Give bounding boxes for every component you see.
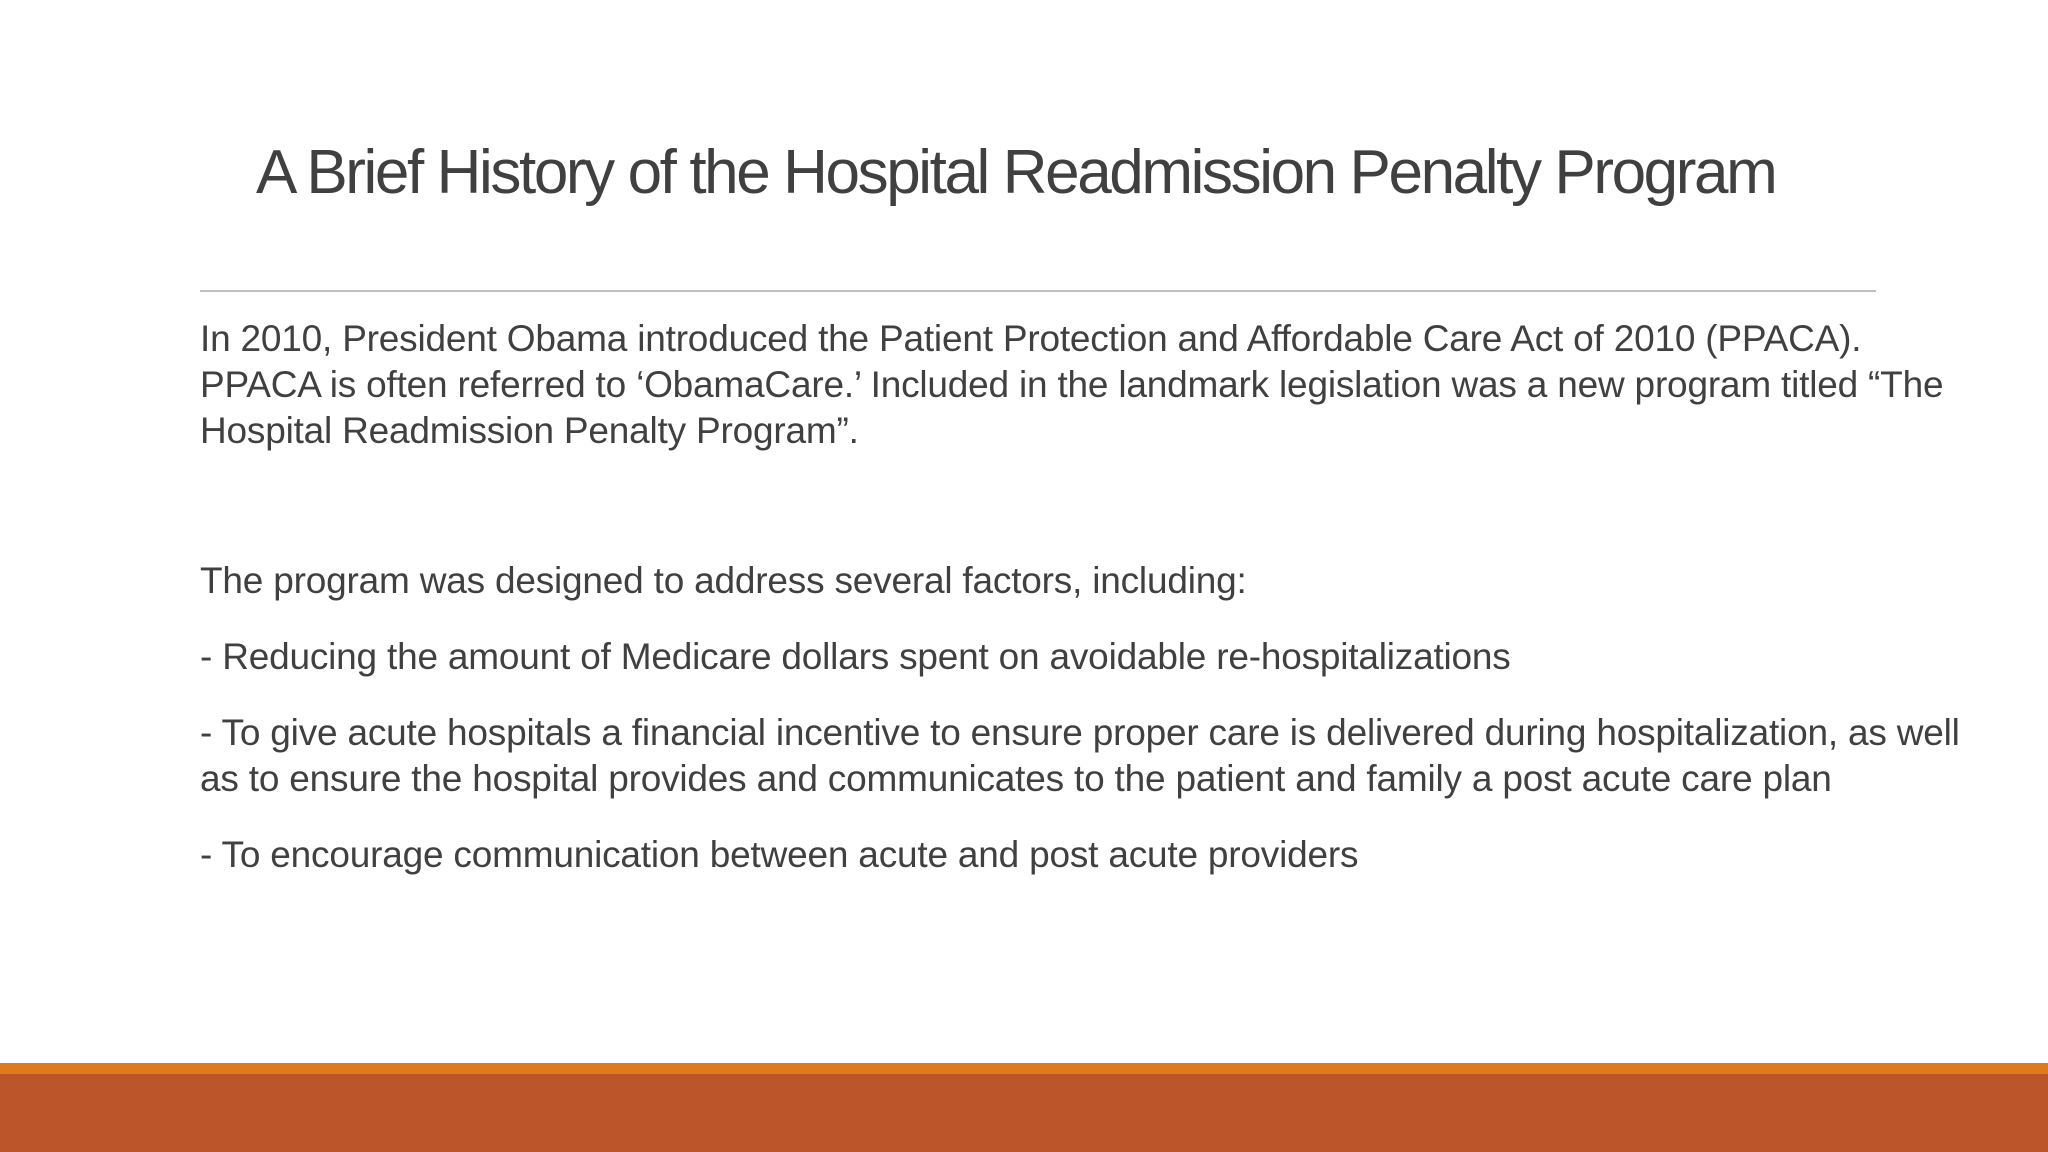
intro-paragraph: In 2010, President Obama introduced the Patient Protection and Affordable Care Act of 2010 (PPACA). PPACA is often referred to ‘ObamaCare.’ Included in the landmark legislation was a new program titled “The Hospital Readmission Penalty Program”.: [200, 318, 1944, 451]
footer-accent-stripe: [0, 1063, 2048, 1074]
slide-title: A Brief History of the Hospital Readmission Penalty Program: [256, 138, 1776, 207]
slide-body: [200, 316, 1990, 908]
lead-paragraph: The program was designed to address several factors, including:: [200, 560, 1247, 601]
title-divider: [200, 290, 1876, 292]
bullet-item: - Reducing the amount of Medicare dollars spent on avoidable re-hospitalizations: [200, 636, 1511, 677]
footer-band: [0, 1074, 2048, 1152]
bullet-item: - To encourage communication between acute and post acute providers: [200, 834, 1359, 875]
bullet-item: - To give acute hospitals a financial incentive to ensure proper care is delivered during hospitalization, as well as to ensure the hospital provides and communicates to the patient and family a post acute care plan: [200, 712, 1960, 799]
